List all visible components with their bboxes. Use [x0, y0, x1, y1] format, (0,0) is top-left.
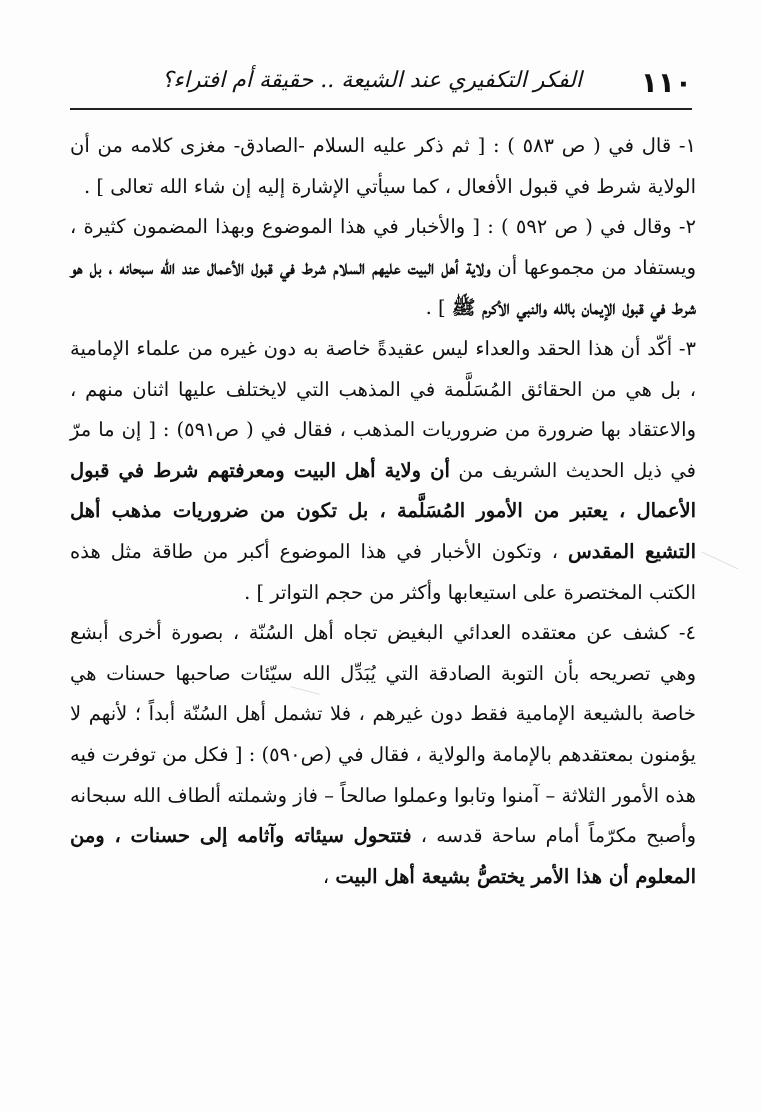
paragraph-text: ، وتكون الأخبار في هذا الموضوع أكبر من طاقة مثل هذه الكتب المختصرة على استيعابها وأكثر من حجم التواتر ] . [70, 539, 696, 604]
bold-emphasis: ولاية أهل البيت عليهم السلام شرط في قبول الأعمال عند الله سبحانه ، بل هو شرط في قبول الإيمان بالله والنبي الأكرم ﷺ [70, 255, 696, 320]
paragraph-2 [70, 207, 696, 329]
paragraph-text: ٣- أكّد أن هذا الحقد والعداء ليس عقيدةً خاصة به دون غيره من علماء الإمامية ، بل هي من الحقائق المُسَلَّمة في المذهب التي لايختلف عليها اثنان منهم ، والاعتقاد بها ضرورة من ضروريات المذهب ، فقال في ( ص٥٩١) : [ إن ما مرّ في ذيل الحديث الشريف من [70, 336, 696, 482]
bold-emphasis: أن ولاية أهل البيت ومعرفتهم شرط في قبول الأعمال ، يعتبر من الأمور المُسَلَّمة ، بل تكون من ضروريات مذهب أهل التشيع المقدس [70, 458, 696, 563]
paragraph-text: ٤- كشف عن معتقده العدائي البغيض تجاه أهل السُنّة ، بصورة أخرى أبشع وهي تصريحه بأن التوبة الصادقة التي يُبَدِّل الله سيّئات صاحبها حسنات هي خاصة بالشيعة الإمامية فقط دون غيرهم ، فلا تشمل أهل السُنّة أبداً ؛ لأنهم لا يؤمنون بمعتقدهم بالإمامة والولاية ، فقال في (ص٥٩٠) : [ فكل من توفرت فيه هذه الأمور الثلاثة – آمنوا وتابوا وعملوا صالحاً – فاز وشملته ألطاف الله سبحانه وأصبح مكرّماً أمام ساحة قدسه ، [70, 621, 696, 848]
paragraph-text: ] . [425, 296, 452, 320]
page-header [70, 66, 692, 110]
paragraph-text: ، [322, 864, 336, 888]
bold-emphasis: فتتحول سيئاته وآثامه إلى حسنات ، ومن المعلوم أن هذا الأمر يختصُّ بشيعة أهل البيت [70, 824, 696, 888]
paragraph-text: ١- قال في ( ص ٥٨٣ ) : [ ثم ذكر عليه السلام -الصادق- مغزى كلامه من أن الولاية شرط في قبول الأفعال ، كما سيأتي الإشارة إليه إن شاء الله تعالى ] . [70, 134, 696, 198]
scan-artifact [702, 552, 739, 570]
paragraph-4 [70, 613, 696, 897]
page-body [70, 126, 696, 897]
paragraph-1 [70, 126, 696, 207]
running-title: الفكر التكفيري عند الشيعة .. حقيقة أم افتراء؟ [161, 68, 582, 93]
header-divider [70, 108, 692, 110]
paragraph-text: ٢- وقال في ( ص ٥٩٢ ) : [ والأخبار في هذا الموضوع وبهذا المضمون كثيرة ، ويستفاد من مجموعها أن [70, 215, 696, 279]
paragraph-3 [70, 329, 696, 613]
page-number: ١١٠ [640, 66, 692, 99]
